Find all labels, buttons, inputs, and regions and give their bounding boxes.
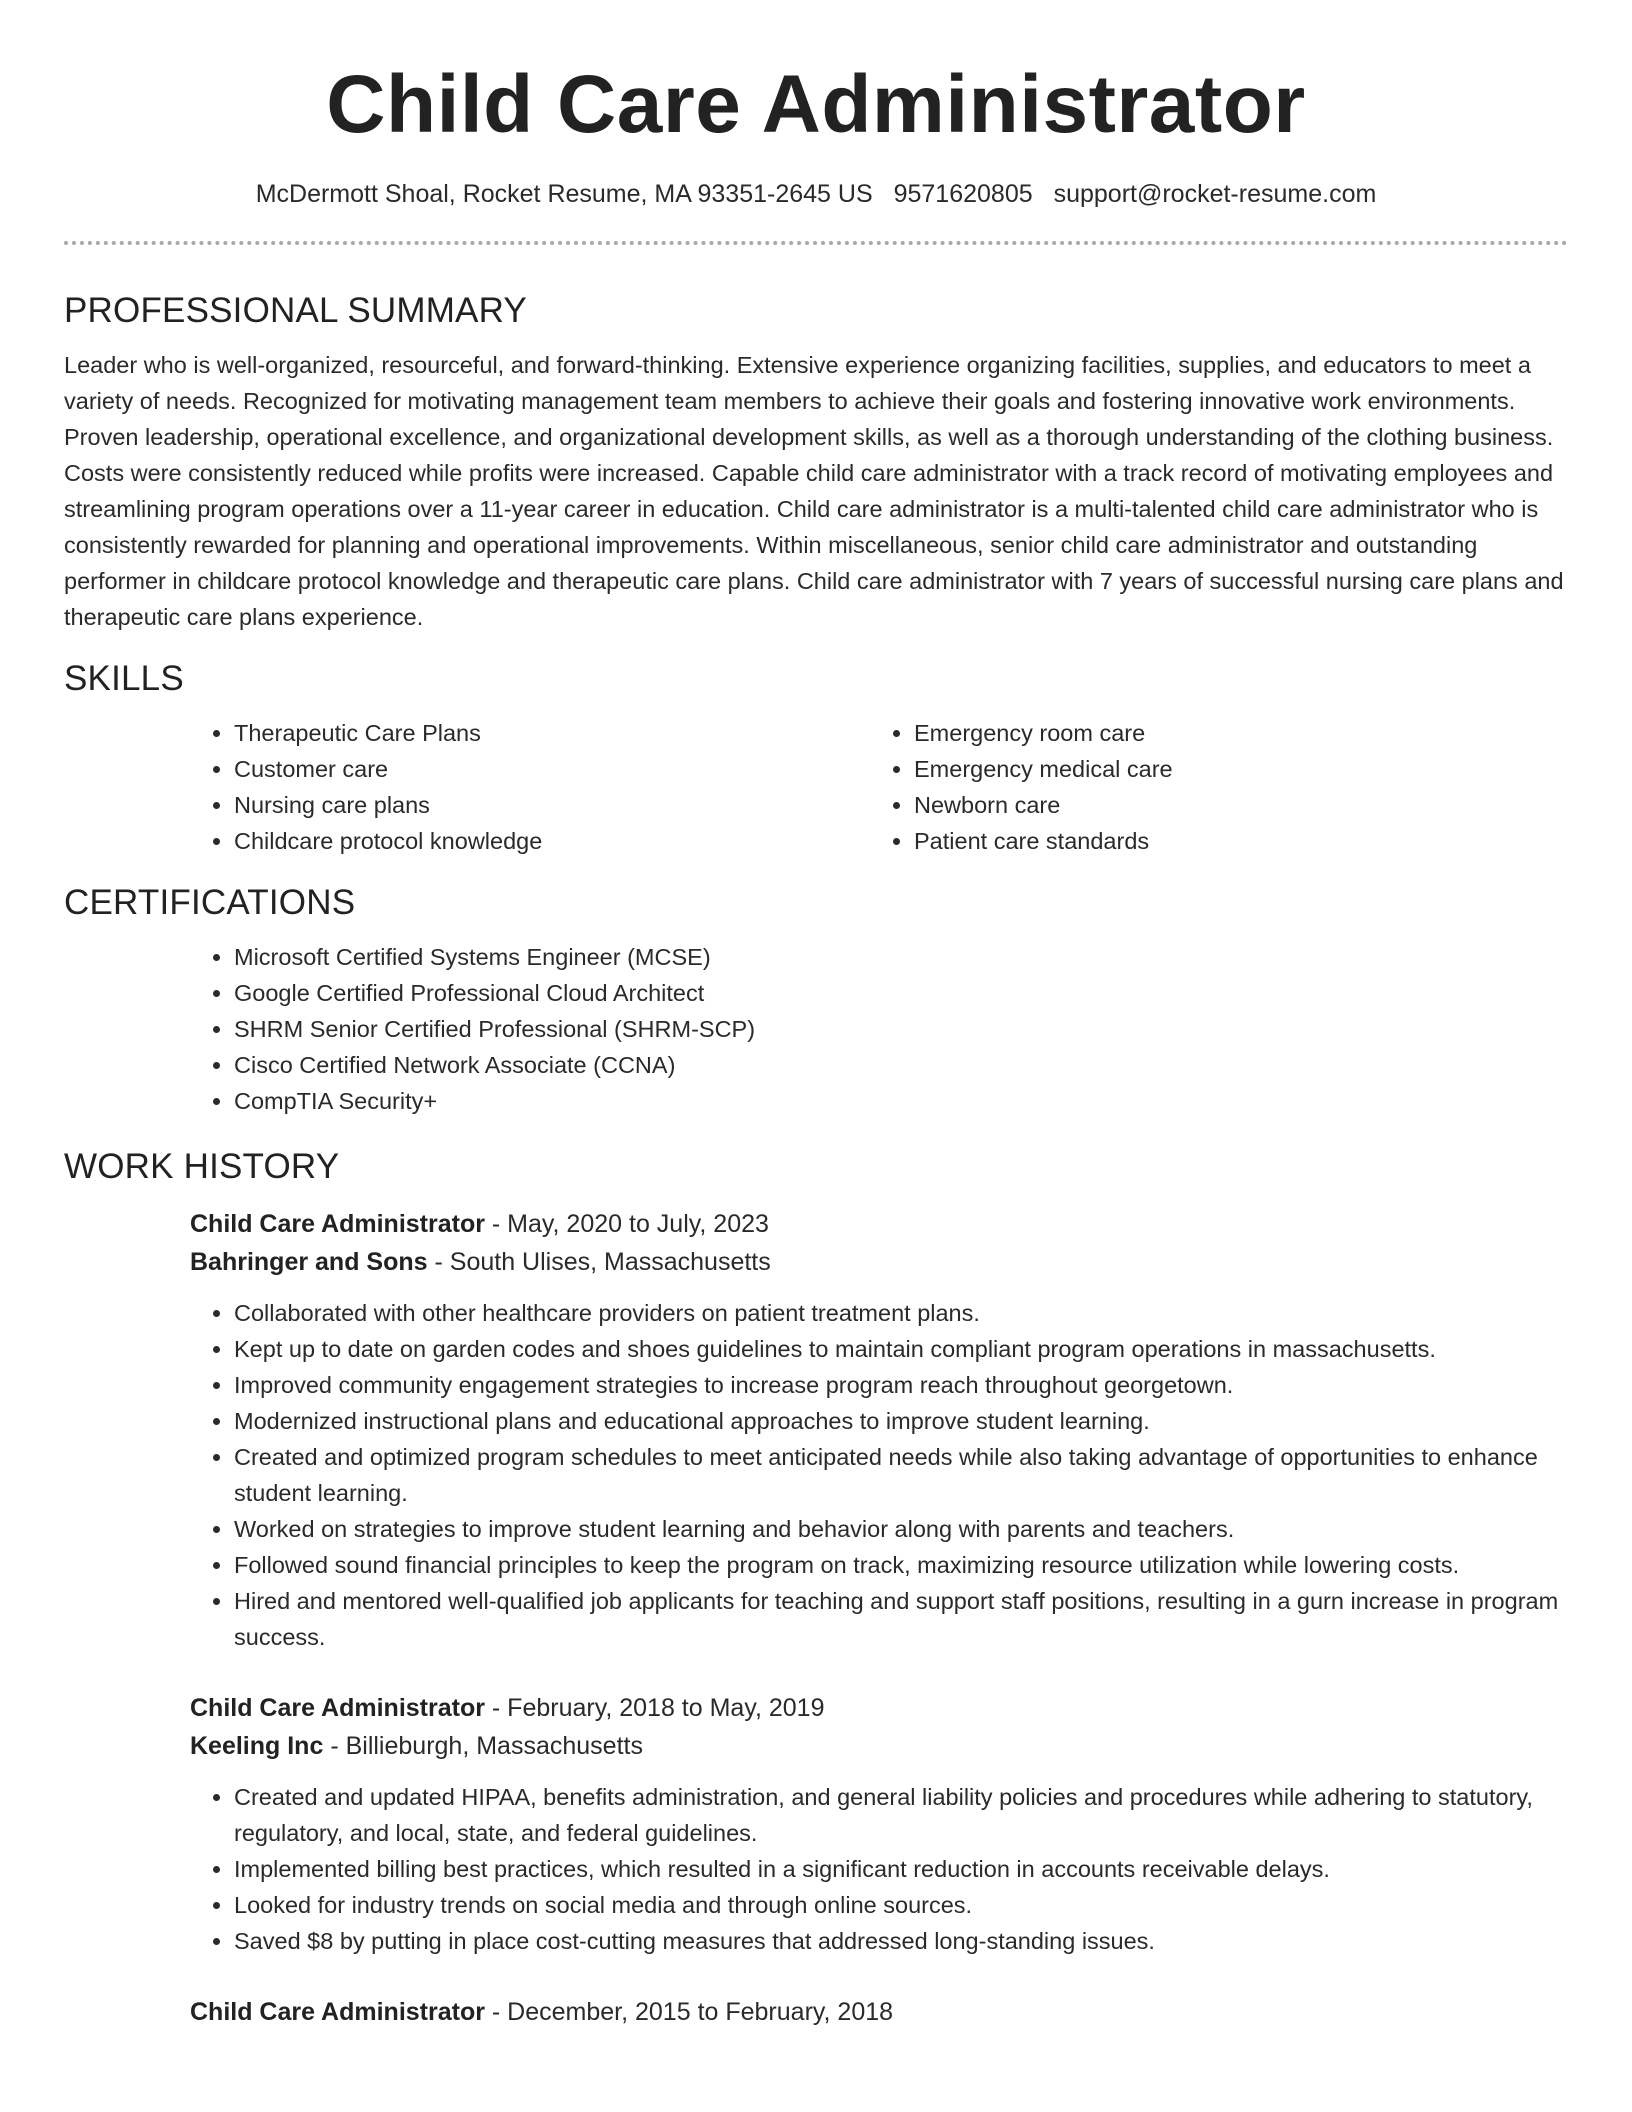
skill-item: • Therapeutic Care Plans	[234, 715, 870, 751]
job-entry	[190, 1993, 1568, 2031]
contact-line	[64, 180, 1568, 209]
contact-address: McDermott Shoal, Rocket Resume, MA 93351-2645 US	[255, 180, 873, 208]
certifications-heading: CERTIFICATIONS	[64, 883, 356, 922]
job-bullet: • Created and optimized program schedules to meet anticipated needs while also taking advantage of opportunities to enhance student learning.	[234, 1439, 1568, 1511]
job-title: Child Care Administrator	[190, 1694, 485, 1722]
summary-section	[64, 291, 1568, 635]
job-title-line	[190, 1689, 1568, 1727]
certification-item: • CompTIA Security+	[234, 1083, 1568, 1119]
certifications-list	[190, 939, 1568, 1119]
job-entry	[190, 1205, 1568, 1655]
job-title-line	[190, 1993, 1568, 2031]
skills-column-left	[190, 715, 870, 859]
job-bullets	[190, 1779, 1568, 1959]
job-bullet: • Kept up to date on garden codes and shoes guidelines to maintain compliant program operations in massachusetts.	[234, 1331, 1568, 1367]
job-bullets	[190, 1295, 1568, 1655]
skills-section	[64, 659, 1568, 859]
skills-grid	[190, 715, 1568, 859]
summary-heading: PROFESSIONAL SUMMARY	[64, 291, 527, 330]
job-bullet: • Followed sound financial principles to keep the program on track, maximizing resource utilization while lowering costs.	[234, 1547, 1568, 1583]
certification-item: • Cisco Certified Network Associate (CCNA)	[234, 1047, 1568, 1083]
header-divider	[64, 241, 1568, 245]
job-title: Child Care Administrator	[190, 1998, 485, 2026]
job-bullet: • Modernized instructional plans and educational approaches to improve student learning.	[234, 1403, 1568, 1439]
job-company: Keeling Inc	[190, 1732, 324, 1760]
skill-item: • Nursing care plans	[234, 787, 870, 823]
skill-item: • Newborn care	[914, 787, 1550, 823]
candidate-name: Child Care Administrator	[326, 59, 1306, 150]
skills-heading: SKILLS	[64, 659, 184, 698]
contact-phone: 9571620805	[893, 180, 1033, 208]
resume-page	[64, 0, 1568, 2031]
job-company-line	[190, 1727, 1568, 1765]
contact-email[interactable]: support@rocket-resume.com	[1053, 180, 1377, 208]
job-bullet: • Hired and mentored well-qualified job applicants for teaching and support staff positions, resulting in a gurn increase in program success.	[234, 1583, 1568, 1655]
certification-item: • SHRM Senior Certified Professional (SHRM-SCP)	[234, 1011, 1568, 1047]
skill-item: • Patient care standards	[914, 823, 1550, 859]
job-bullet: • Created and updated HIPAA, benefits administration, and general liability policies and procedures while adhering to statutory, regulatory, and local, state, and federal guidelines.	[234, 1779, 1568, 1851]
skill-item: • Emergency medical care	[914, 751, 1550, 787]
job-company: Bahringer and Sons	[190, 1248, 428, 1276]
job-bullet: • Looked for industry trends on social media and through online sources.	[234, 1887, 1568, 1923]
certification-item: • Microsoft Certified Systems Engineer (MCSE)	[234, 939, 1568, 975]
work-history-heading: WORK HISTORY	[64, 1147, 340, 1186]
skill-item: • Customer care	[234, 751, 870, 787]
work-history-section	[64, 1147, 1568, 2031]
summary-text: Leader who is well-organized, resourceful, and forward-thinking. Extensive experience organizing facilities, supplies, and educators to meet a variety of needs. Recognized for motivating management team members to achieve their goals and fostering innovative work environments. Proven leadership, operational excellence, and organizational development skills, as well as a thorough understanding of the clothing business. Costs were consistently reduced while profits were increased. Capable child care administrator with a track record of motivating employees and streamlining program operations over a 11-year career in education. Child care administrator is a multi-talented child care administrator who is consistently rewarded for planning and operational improvements. Within miscellaneous, senior child care administrator and outstanding performer in childcare protocol knowledge and therapeutic care plans. Child care administrator with 7 years of successful nursing care plans and therapeutic care plans experience.	[64, 352, 1564, 630]
job-dates: - December, 2015 to February, 2018	[484, 1998, 894, 2026]
job-location: - Billieburgh, Massachusetts	[323, 1732, 643, 1760]
job-location: - South Ulises, Massachusetts	[427, 1248, 771, 1276]
skill-item: • Childcare protocol knowledge	[234, 823, 870, 859]
job-bullet: • Implemented billing best practices, which resulted in a significant reduction in accounts receivable delays.	[234, 1851, 1568, 1887]
job-bullet: • Worked on strategies to improve student learning and behavior along with parents and teachers.	[234, 1511, 1568, 1547]
certification-item: • Google Certified Professional Cloud Architect	[234, 975, 1568, 1011]
job-bullet: • Saved $8 by putting in place cost-cutting measures that addressed long-standing issues.	[234, 1923, 1568, 1959]
job-entry	[190, 1689, 1568, 1959]
job-company-line	[190, 1243, 1568, 1281]
job-bullet: • Improved community engagement strategies to increase program reach throughout georgetown.	[234, 1367, 1568, 1403]
job-dates: - May, 2020 to July, 2023	[484, 1210, 769, 1238]
job-dates: - February, 2018 to May, 2019	[484, 1694, 825, 1722]
job-title-line	[190, 1205, 1568, 1243]
certifications-section	[64, 883, 1568, 1119]
skills-column-right	[870, 715, 1550, 859]
skill-item: • Emergency room care	[914, 715, 1550, 751]
job-title: Child Care Administrator	[190, 1210, 485, 1238]
job-bullet: • Collaborated with other healthcare providers on patient treatment plans.	[234, 1295, 1568, 1331]
